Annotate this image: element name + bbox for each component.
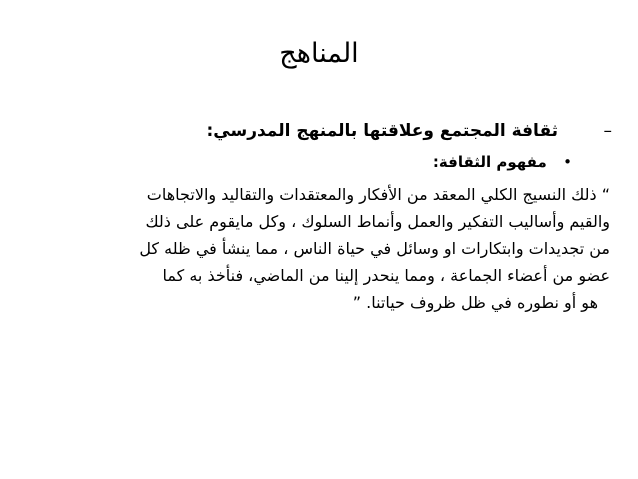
bullet-marker: • bbox=[563, 153, 572, 171]
paragraph-line-2: والقيم وأساليب التفكير والعمل وأنماط السلوك ، وكل مايقوم على ذلك bbox=[145, 212, 610, 231]
dash-marker: – bbox=[603, 121, 612, 141]
definition-paragraph bbox=[42, 181, 610, 316]
level1-item bbox=[22, 118, 612, 144]
paragraph-line-4: عضو من أعضاء الجماعة ، ومما ينحدر إلينا من الماضي، فنأخذ به كما bbox=[162, 266, 610, 285]
level1-text: ثقافة المجتمع وعلاقتها بالمنهج المدرسي: bbox=[206, 121, 559, 141]
slide-title: المناهج bbox=[279, 38, 359, 69]
paragraph-line-3: من تجديدات وابتكارات او وسائل في حياة الناس ، مما ينشأ في ظله كل bbox=[139, 239, 610, 258]
level2-text: مفهوم الثقافة: bbox=[432, 153, 547, 171]
paragraph-line-5: هو أو نطوره في ظل ظروف حياتنا. ” bbox=[352, 293, 598, 312]
level2-item bbox=[433, 150, 572, 174]
paragraph-line-1: “ ذلك النسيج الكلي المعقد من الأفكار والمعتقدات والتقاليد والاتجاهات bbox=[146, 185, 610, 204]
